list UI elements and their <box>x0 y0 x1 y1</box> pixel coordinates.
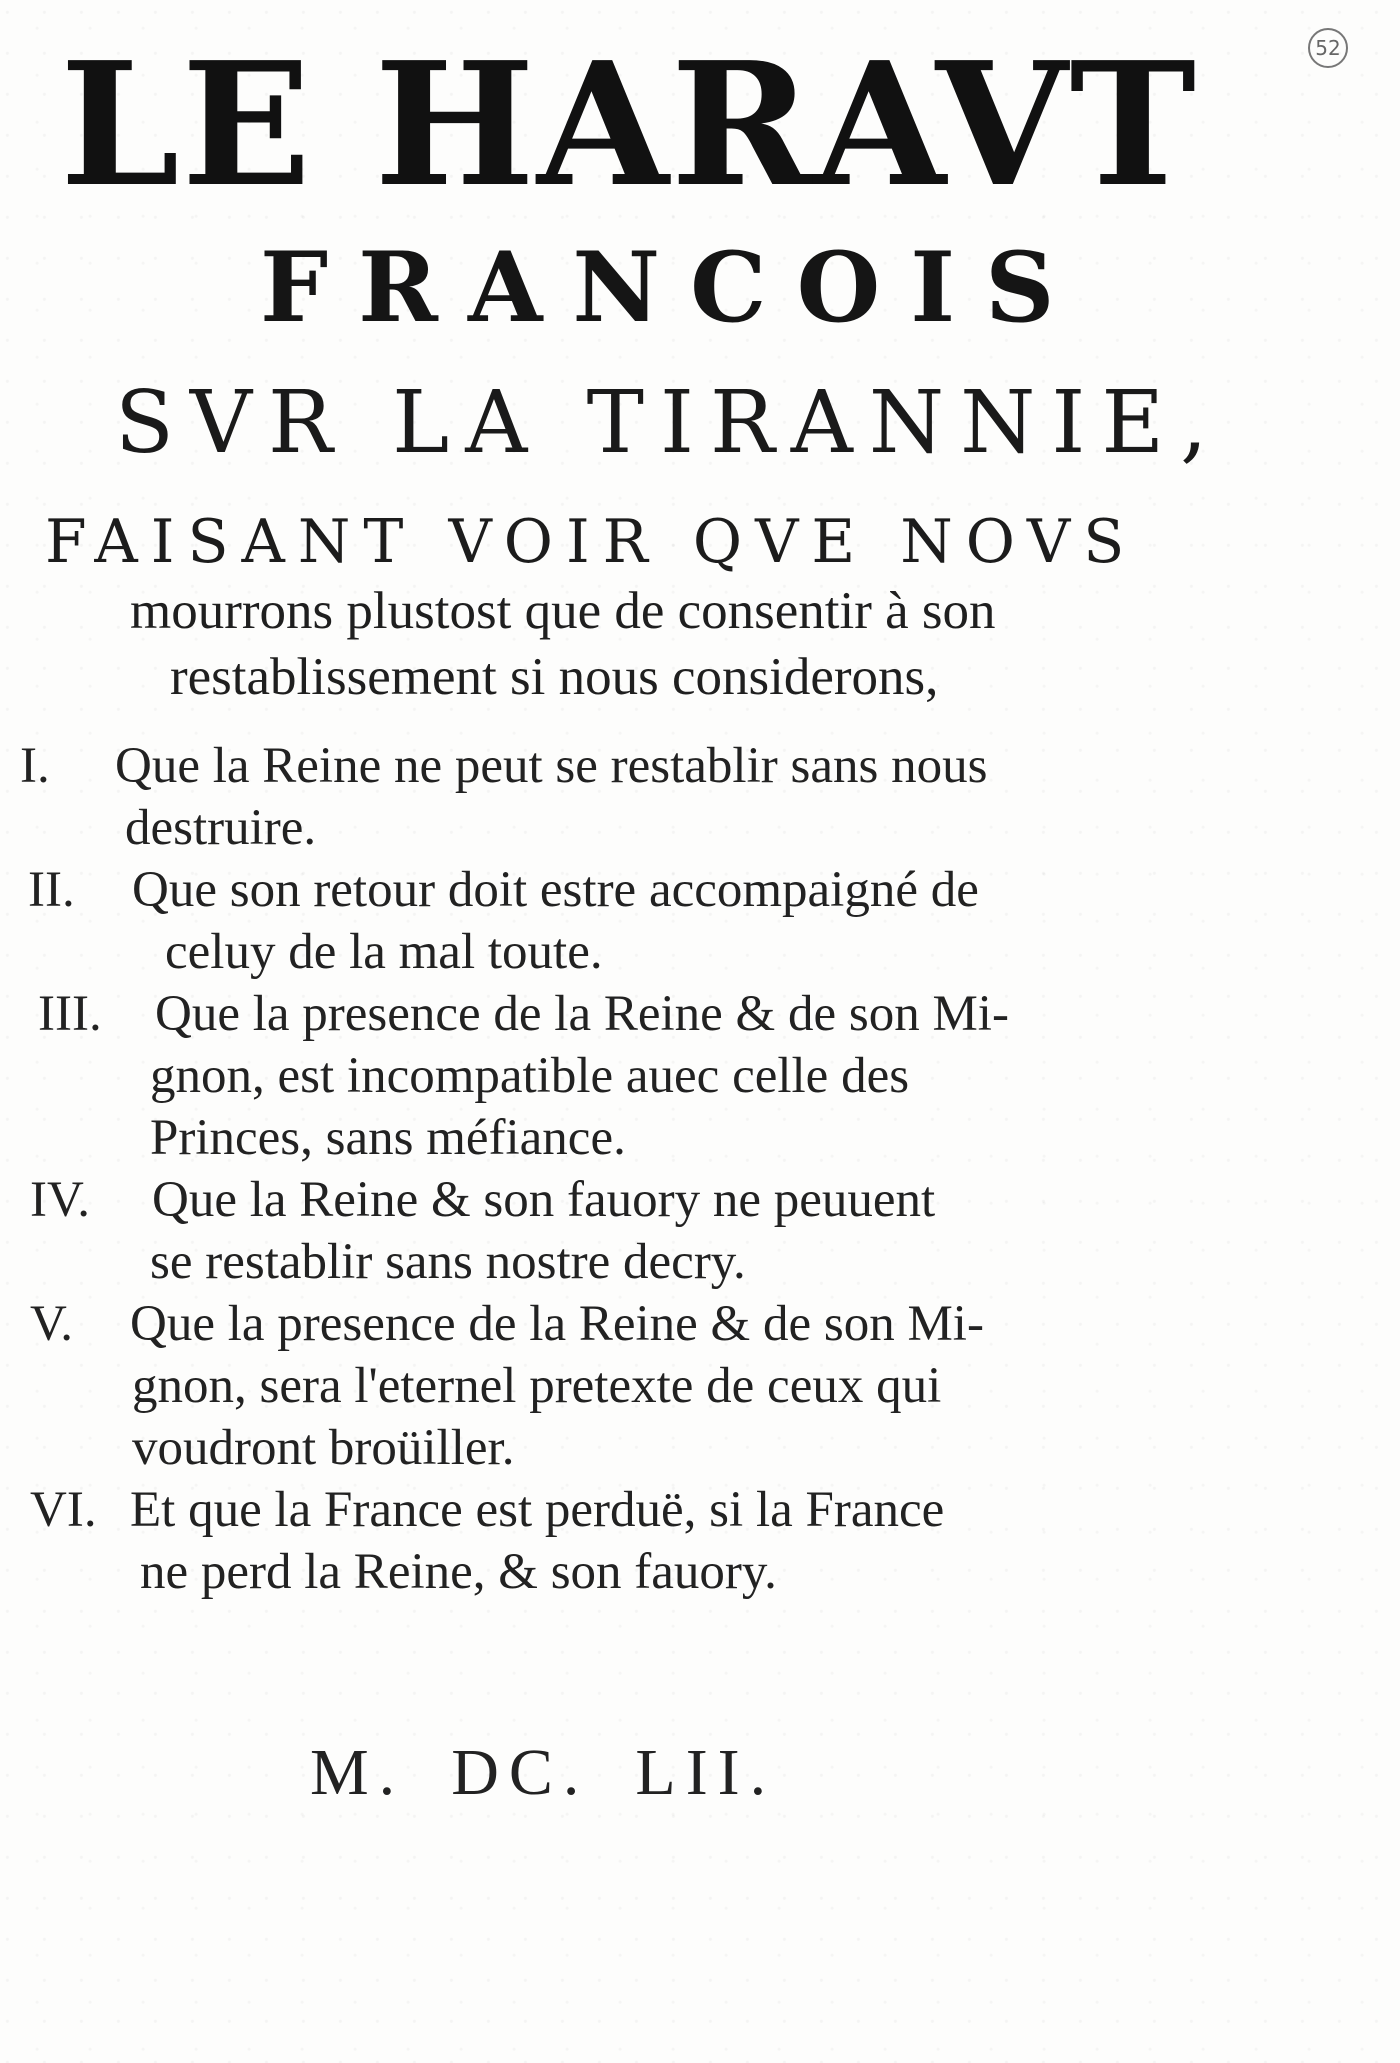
list-item <box>20 1169 1160 1293</box>
list-item <box>20 1479 1160 1603</box>
numbered-list <box>20 735 1160 1603</box>
list-item <box>20 1293 1160 1479</box>
item-line: se restablir sans nostre decry. <box>150 1234 746 1290</box>
item-line: ne perd la Reine, & son fauory. <box>140 1544 777 1600</box>
item-number: IV. <box>30 1172 90 1228</box>
list-item <box>20 735 1160 859</box>
title-line-1: LE HARAVT <box>60 25 1199 225</box>
title-line-2: FRANCOIS <box>260 231 1085 344</box>
title-line-3: SVR LA TIRANNIE, <box>115 373 1224 473</box>
folio-mark: 52 <box>1308 28 1348 68</box>
list-item <box>20 983 1160 1169</box>
item-number: II. <box>28 862 75 918</box>
list-item <box>20 859 1160 983</box>
date-part: LII. <box>635 1736 777 1809</box>
item-line: Que la Reine & son fauory ne peuuent <box>152 1172 936 1228</box>
item-number: V. <box>30 1296 74 1352</box>
item-number: I. <box>20 738 50 794</box>
item-line: destruire. <box>125 800 317 856</box>
subtitle-line-1: mourrons plustost que de consentir à son <box>130 582 996 640</box>
subtitle <box>120 578 1120 710</box>
imprint-date <box>310 1736 822 1809</box>
item-number: VI. <box>30 1482 97 1538</box>
item-line: gnon, est incompatible auec celle des <box>150 1048 910 1104</box>
item-number: III. <box>38 986 102 1042</box>
item-line: celuy de la mal toute. <box>165 924 603 980</box>
date-part: DC. <box>451 1736 590 1809</box>
title-line-4: FAISANT VOIR QVE NOVS <box>45 507 1138 577</box>
item-line: Que la Reine ne peut se restablir sans nous <box>115 738 988 794</box>
item-line: Que la presence de la Reine & de son Mi- <box>155 986 1009 1042</box>
item-line: Princes, sans méfiance. <box>150 1110 626 1166</box>
item-line: voudront broüiller. <box>132 1420 515 1476</box>
date-part: M. <box>310 1736 406 1809</box>
item-line: gnon, sera l'eternel pretexte de ceux qui <box>132 1358 942 1414</box>
subtitle-line-2: restablissement si nous considerons, <box>170 648 939 706</box>
item-line: Et que la France est perduë, si la France <box>130 1482 945 1538</box>
item-line: Que la presence de la Reine & de son Mi- <box>130 1296 984 1352</box>
item-line: Que son retour doit estre accompaigné de <box>132 862 979 918</box>
